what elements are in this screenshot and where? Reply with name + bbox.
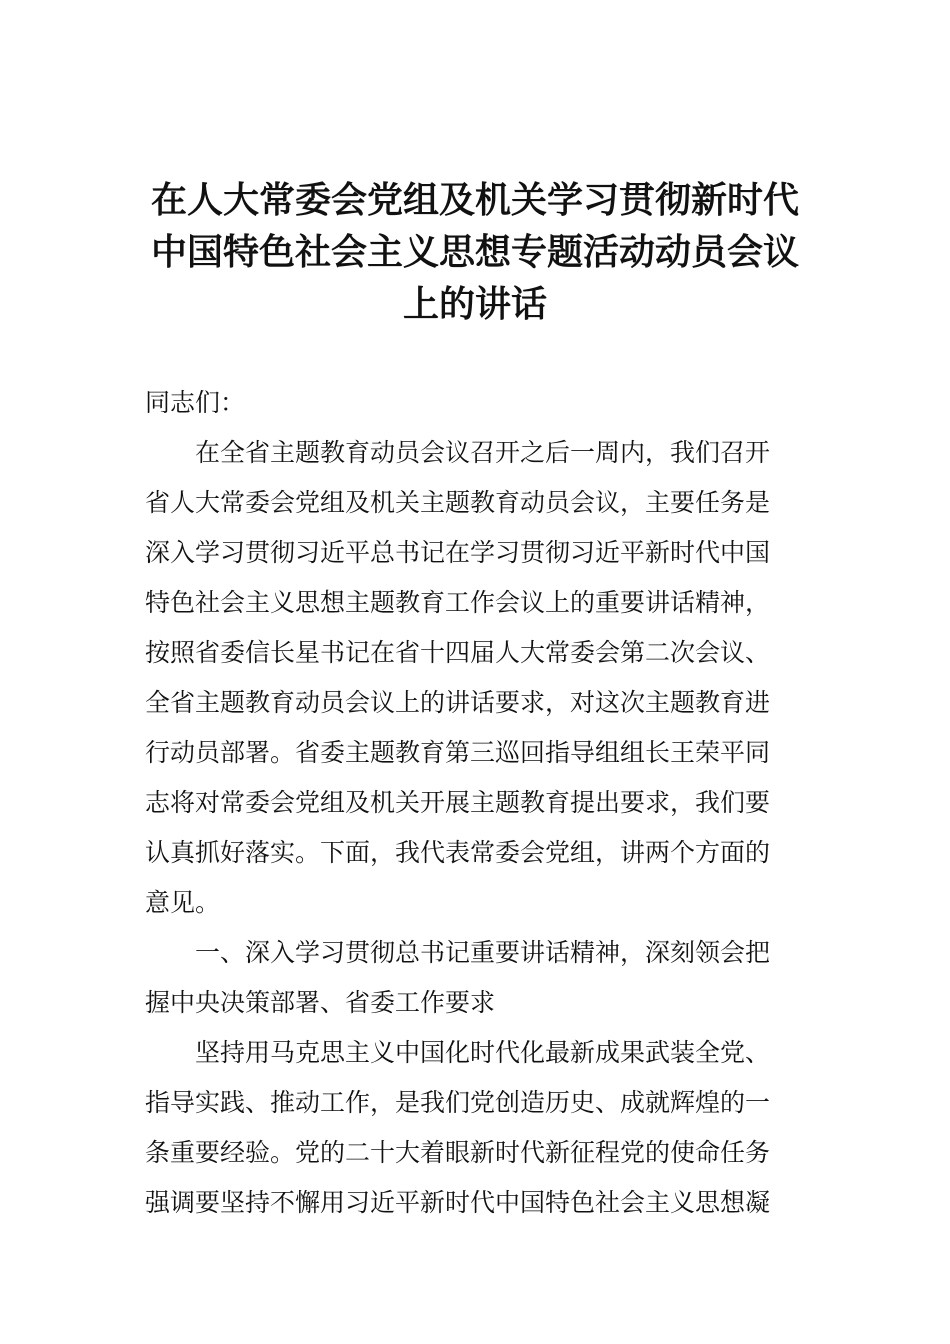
paragraph-1-line-1: 在全省主题教育动员会议召开之后一周内，我们召开	[195, 438, 771, 467]
paragraph-1-line-6: 全省主题教育动员会议上的讲话要求，对这次主题教育进	[145, 688, 771, 717]
paragraph-1-line-10: 意见。	[145, 888, 221, 917]
paragraph-2-line-4: 强调要坚持不懈用习近平新时代中国特色社会主义思想凝	[145, 1188, 771, 1217]
title-line-2: 中国特色社会主义思想专题活动动员会议	[150, 232, 799, 273]
salutation-text: 同志们：	[145, 388, 246, 417]
section-1-heading	[145, 928, 807, 1028]
document-title	[140, 175, 810, 331]
paragraph-1-line-2: 省人大常委会党组及机关主题教育动员会议，主要任务是	[145, 488, 771, 517]
paragraph-2-line-3: 条重要经验。党的二十大着眼新时代新征程党的使命任务	[145, 1138, 771, 1167]
title-line-1: 在人大常委会党组及机关学习贯彻新时代	[150, 180, 799, 221]
paragraph-2	[145, 1028, 807, 1228]
paragraph-1	[145, 428, 807, 928]
salutation	[145, 378, 807, 428]
section-1-heading-line-1: 一、深入学习贯彻总书记重要讲话精神，深刻领会把	[195, 938, 771, 967]
document-body	[145, 378, 807, 1228]
paragraph-2-line-1: 坚持用马克思主义中国化时代化最新成果武装全党、	[195, 1038, 771, 1067]
section-1-heading-line-2: 握中央决策部署、省委工作要求	[145, 988, 496, 1017]
paragraph-1-line-4: 特色社会主义思想主题教育工作会议上的重要讲话精神，	[145, 588, 771, 617]
paragraph-1-line-5: 按照省委信长星书记在省十四届人大常委会第二次会议、	[145, 638, 771, 667]
title-line-3: 上的讲话	[402, 284, 547, 325]
paragraph-1-line-3: 深入学习贯彻习近平总书记在学习贯彻习近平新时代中国	[145, 538, 771, 567]
paragraph-1-line-7: 行动员部署。省委主题教育第三巡回指导组组长王荣平同	[145, 738, 771, 767]
paragraph-2-line-2: 指导实践、推动工作，是我们党创造历史、成就辉煌的一	[145, 1088, 771, 1117]
paragraph-1-line-8: 志将对常委会党组及机关开展主题教育提出要求，我们要	[145, 788, 771, 817]
paragraph-1-line-9: 认真抓好落实。下面，我代表常委会党组，讲两个方面的	[145, 838, 771, 867]
